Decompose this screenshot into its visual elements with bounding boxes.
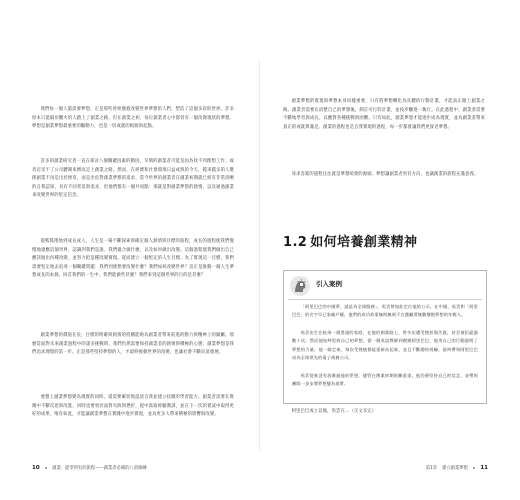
case-title: 引入案例 [316, 280, 342, 288]
running-head: 創業：從零到有的旅程——創業者必備的八項修練 [52, 466, 147, 471]
chapter-title: 建立創業夢想 [442, 466, 468, 471]
case-header [288, 275, 484, 297]
case-paragraph: 馬雲出生在杭州一個普通的家庭，在他的創業路上，曾多次遭受挫折與失敗，甚至被拒絕過數十次。然而他始終堅持自己的夢想，從一個英語教師到創辦阿里巴巴，他用自己的行動證明了夢想的力量。他一路走來，每次受挫後都能重新站起來，並且不斷總結經驗，最終帶領阿里巴巴成為全球領先的電子商務公司。 [292, 330, 478, 361]
body-paragraph: 創業夢想的價值在於，目標的明確與熱情的持續能夠為創業者帶來前進的動力與精神上的歸屬。那麼當面對未來創業過程中的諸多挑戰時，我們仍然需要保持創業者的熱情與積極的心態；創業夢想是我們追求理想的第一步。正是那些堅持夢想的人，才最終推動世界的改變，也讓社會不斷向前發展。 [32, 333, 234, 356]
chapter-label: 第1章 [425, 466, 438, 471]
page-number: 11 [480, 465, 488, 471]
left-footer [32, 465, 147, 471]
body-paragraph: 許多的創業研究者一直在探討八個關鍵因素的動因，早期的創業者可能是因為找不到理想工作、或者忍受不了公司體制束縛而走上創業之路，然而，在經濟和社會環境日益成熟的今天，越來越多的人選擇創業不再是出於無奈，而是出於對創業夢想的追求，當今世界的創業者在創業初期就已經有非常清晰的自我認知，具有不同背景與追求，但他們都有一個共同點：那就是對創業夢想的熱情，以及通過創業來改變世界的堅定信念。 [32, 159, 234, 199]
bulb-head-icon [288, 275, 312, 297]
section-heading [283, 231, 417, 250]
case-divider [288, 299, 482, 300]
footer-separator [473, 467, 476, 470]
section-number: 1.2 [283, 235, 308, 250]
body-paragraph: 創業夢想的實現與夢想本身同樣重要，只有將夢想轉化為具體的行動計畫，才能真正踏上創業之路。創業者需要在清楚自己的夢想後，制訂可行的計畫，並按步驟逐一執行。在此過程中，創業者需要不斷地學習與成長，以應對各種挑戰與困難。只有如此，創業夢想才能逐步成為現實，並為創業者帶來真正的成就與滿足。創業的過程也是自我實現的過程，每一步都會讓我們更接近夢想。 [283, 99, 485, 130]
body-paragraph: 從呱呱墜地到成長成人，人生是一場不斷探索與確定個人熱情與目標的旅程，成長的過程使我們慢慢地適應這個世界，認識到我們是誰、我們適合做什麼、以及如何做出改變。這個過程使我們做出自己應該做出何種改變、並努力把這種改變實現。從而建立一個堅定的人生目標。為了實現這一目標，我們需要堅定地去追尋一個關鍵問題：我們到底想要改變什麼？我們如何改變世界？這正是推動一個人生夢想成長的本源。回首我們的一生中，我們能做些甚麼？我們來到這個世界的目的是甚麼？ [32, 239, 234, 279]
body-paragraph: 尋求答案的過程往往就是夢想萌發的源頭，夢想讓創業者更有方向，也讓創業的旅程充滿意義。 [291, 172, 479, 177]
body-paragraph: 要想上創業夢想變為現實的同時，還需要確切地認清自我並建立持續的學習能力。創業者需要在實踐中不斷反思與改進，同時也要勇於面對失敗與挫折，從中汲取經驗教訓，並在下一次的嘗試中取得更好的成果，唯有如此，才能讓創業夢想在實踐中逐步實現，並為更多人帶來積極的影響與改變。 [32, 395, 234, 418]
case-paragraph: 「阿里巴巴的中國夢，就是為全球服務」。馬雲曾如此定位他的公司。在中國，馬雲和「阿里巴巴」的名字早已家喻戶曉，他們的成功故事無時無刻不在激勵著無數懷抱夢想的年輕人。 [292, 304, 478, 318]
case-paragraph: 馬雲從來沒有放棄過他的夢想，儘管在創業初期困難重重，他仍舊堅持自己的信念，並帶領團隊一步步將夢想變為現實。 [292, 373, 478, 387]
page-number: 10 [32, 465, 40, 471]
footer-separator [45, 467, 48, 470]
case-study-box [283, 270, 487, 404]
case-continuation: 阿里巴巴成立以後，馬雲在...（正文未完） [291, 409, 377, 414]
right-footer [426, 465, 488, 471]
right-page [260, 0, 520, 500]
section-title: 如何培養創業精神 [310, 235, 418, 250]
body-paragraph: 我們每一個人都需要夢想，正是那些曾經懷抱改變世界夢想的人們，塑造了這個多彩的世界。許多原本只能隔岸觀火的人踏上了創業之路，但在創業之初，每位創業者心中都曾有一個改變現狀的夢想。夢想是創業夢想最重要的驅動力，也是一切成就的根源與起點。 [32, 107, 234, 130]
